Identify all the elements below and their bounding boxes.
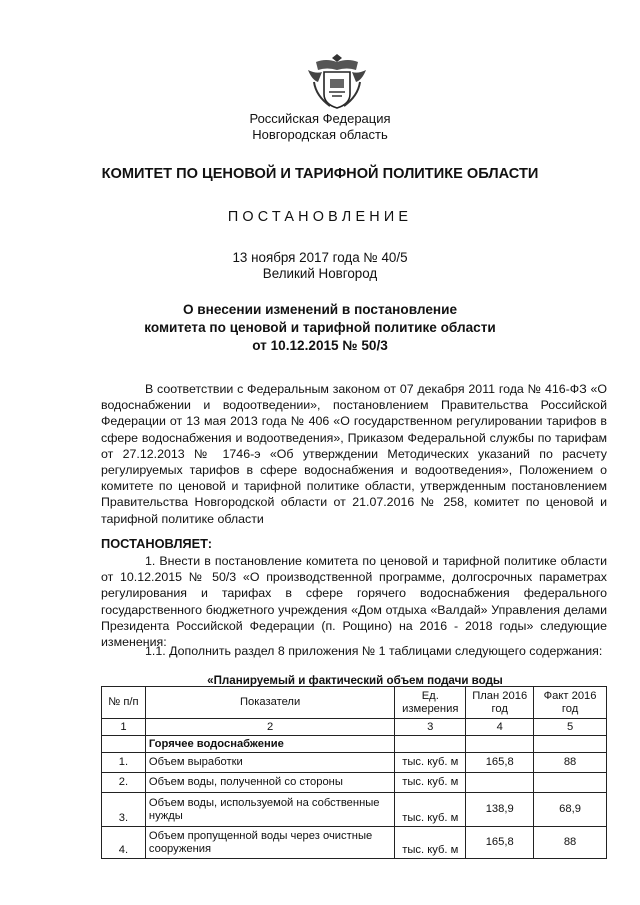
row-indicator: Объем выработки [145,753,394,773]
row-plan: 165,8 [466,827,534,859]
resolves-heading: ПОСТАНОВЛЯЕТ: [101,536,213,551]
country-name: Российская Федерация [249,111,391,126]
section-empty-cell [395,736,466,753]
row-plan: 138,9 [466,793,534,827]
row-fact: 68,9 [534,793,607,827]
table-row [102,773,607,793]
preamble-paragraph [101,381,607,527]
table-row [102,827,607,859]
row-num: 3. [102,793,146,827]
committee-title: КОМИТЕТ ПО ЦЕНОВОЙ И ТАРИФНОЙ ПОЛИТИКЕ ОБЛАСТИ [101,166,539,182]
row-unit: тыс. куб. м [395,773,466,793]
table-row [102,753,607,773]
subject-line-1: О внесении изменений в постановление [182,302,458,317]
header-unit: Ед. измерения [395,687,466,719]
header-plan: План 2016 год [466,687,534,719]
row-plan [466,773,534,793]
row-fact: 88 [534,827,607,859]
table-caption: «Планируемый и фактический объем подачи воды [207,674,503,687]
header-indicator: Показатели [145,687,394,719]
col-number: 3 [395,719,466,736]
item-1-1-paragraph [101,643,607,659]
document-type: ПОСТАНОВЛЕНИЕ [227,209,413,225]
section-empty-cell [534,736,607,753]
document-date-number: 13 ноября 2017 года № 40/5 [232,250,408,265]
table-section-row [102,736,607,753]
col-number: 5 [534,719,607,736]
col-number: 4 [466,719,534,736]
section-empty-cell [102,736,146,753]
row-num: 4. [102,827,146,859]
col-number: 2 [145,719,394,736]
coat-of-arms-emblem [302,52,372,112]
col-number: 1 [102,719,146,736]
row-plan: 165,8 [466,753,534,773]
subject-line-3: от 10.12.2015 № 50/3 [252,338,388,353]
row-fact [534,773,607,793]
row-indicator: Объем пропущенной воды через очистные сооружения [145,827,394,859]
region-name: Новгородская область [252,127,388,142]
table-column-numbers-row [102,719,607,736]
row-fact: 88 [534,753,607,773]
section-empty-cell [466,736,534,753]
item-1-paragraph [101,553,607,650]
row-indicator: Объем воды, используемой на собственные нужды [145,793,394,827]
row-unit: тыс. куб. м [395,827,466,859]
table-row [102,793,607,827]
subject-line-2: комитета по ценовой и тарифной политике области [144,320,496,335]
preamble-text: В соответствии с Федеральным законом от 07 декабря 2011 года № 416-ФЗ «О водоснабжении и водоотведении», постановлением Правительства Российской Федерации от 13 мая 2013 года № 406 «О государственном регулировании тарифов в сфере водоснабжения и водоотведения», Приказом Федеральной службы по тарифам от 27.12.2013 № 1746-э «Об утверждении Методических указаний по расчету регулируемых тарифов в сфере водоснабжения и водоотведения», Положением о комитете по ценовой и тарифной политике области, утвержденным постановлением Правительства Новгородской области от 21.07.2016 № 258, комитет по ценовой и тарифной политике области [101,382,607,526]
item-1-text: 1. Внести в постановление комитета по ценовой и тарифной политике области от 10.12.2015 № 50/3 «О производственной программе, долгосрочных параметрах регулирования и тарифах в сфере горячего водоснабжения федерального государственного бюджетного учреждения «Дом отдыха «Валдай» Управления делами Президента Российской Федерации (п. Рощино) на 2016 - 2018 годы» следующие изменения: [101,554,607,650]
row-unit: тыс. куб. м [395,793,466,827]
header-fact: Факт 2016 год [534,687,607,719]
header-num: № п/п [102,687,146,719]
row-num: 2. [102,773,146,793]
table-header-row [102,687,607,719]
item-1-1-text: 1.1. Дополнить раздел 8 приложения № 1 таблицами следующего содержания: [145,644,603,658]
water-volume-table [101,686,607,859]
document-city: Великий Новгород [262,266,378,281]
document-subject [0,301,640,355]
row-unit: тыс. куб. м [395,753,466,773]
row-num: 1. [102,753,146,773]
section-title: Горячее водоснабжение [145,736,394,753]
row-indicator: Объем воды, полученной со стороны [145,773,394,793]
